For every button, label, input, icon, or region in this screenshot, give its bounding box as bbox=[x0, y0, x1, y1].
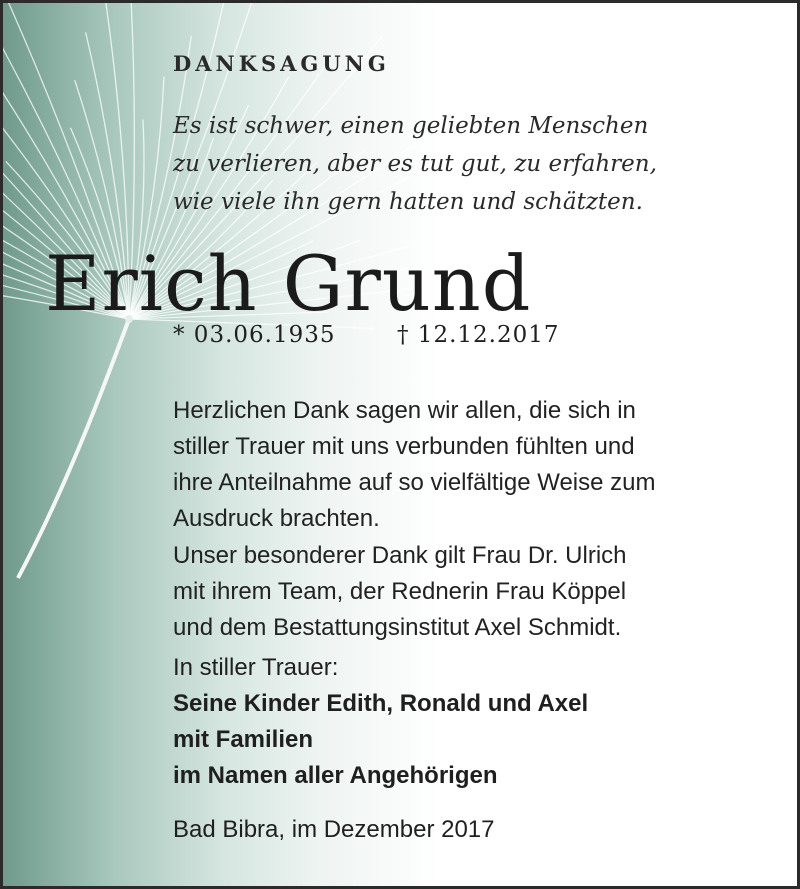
paragraph-line: Unser besonderer Dank gilt Frau Dr. Ulrich bbox=[173, 542, 627, 569]
paragraph-line: ihre Anteilnahme auf so vielfältige Weise zum bbox=[173, 469, 656, 496]
paragraph-line: und dem Bestattungsinstitut Axel Schmidt. bbox=[173, 614, 622, 641]
signature bbox=[173, 686, 588, 794]
quote-line: wie viele ihn gern hatten und schätzten. bbox=[173, 189, 643, 215]
deceased-name: Erich Grund bbox=[45, 239, 532, 328]
notice-title: DANKSAGUNG bbox=[173, 51, 390, 76]
place-date: Bad Bibra, im Dezember 2017 bbox=[173, 816, 495, 843]
signature-line: im Namen aller Angehörigen bbox=[173, 762, 498, 789]
signature-label: In stiller Trauer: bbox=[173, 654, 339, 681]
quote-line: Es ist schwer, einen geliebten Menschen bbox=[173, 113, 649, 139]
paragraph-line: stiller Trauer mit uns verbunden fühlten und bbox=[173, 433, 635, 460]
paragraph-line: mit ihrem Team, der Rednerin Frau Köppel bbox=[173, 578, 627, 605]
signature-line: Seine Kinder Edith, Ronald und Axel bbox=[173, 690, 589, 717]
signature-line: mit Familien bbox=[173, 726, 314, 753]
paragraph-line: Ausdruck brachten. bbox=[173, 505, 380, 532]
thanks-paragraph bbox=[173, 393, 655, 537]
birth-date: * 03.06.1935 bbox=[173, 322, 336, 348]
paragraph-line: Herzlichen Dank sagen wir allen, die sich in bbox=[173, 397, 636, 424]
special-thanks-paragraph bbox=[173, 538, 627, 646]
quote bbox=[173, 107, 657, 221]
death-date: † 12.12.2017 bbox=[397, 322, 560, 348]
quote-line: zu verlieren, aber es tut gut, zu erfahren, bbox=[173, 151, 657, 177]
